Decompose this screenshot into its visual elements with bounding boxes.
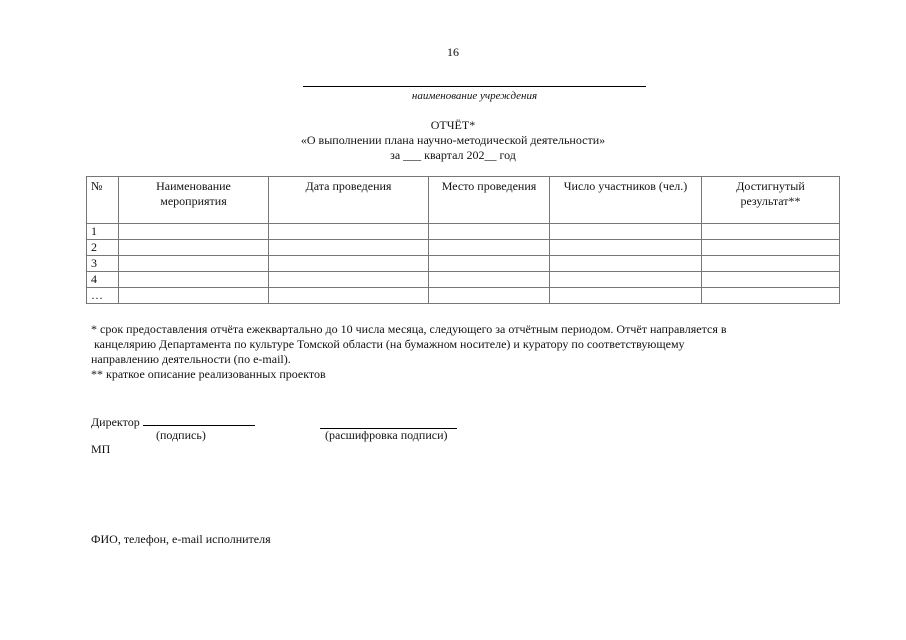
transcript-caption: (расшифровка подписи) <box>325 428 448 442</box>
title-line-3: за ___ квартал 202__ год <box>390 148 516 162</box>
table-cell <box>702 272 840 288</box>
footnote-line-4: ** краткое описание реализованных проектов <box>91 367 326 381</box>
table-row <box>87 288 840 304</box>
row-number: 2 <box>87 240 119 256</box>
row-number: 1 <box>87 224 119 240</box>
table-cell <box>702 240 840 256</box>
table-header-row <box>87 177 840 224</box>
stamp-label: МП <box>91 442 111 456</box>
director-label: Директор <box>91 415 140 429</box>
table-row <box>87 224 840 240</box>
table-cell <box>269 240 429 256</box>
table-row <box>87 272 840 288</box>
table-cell <box>702 256 840 272</box>
header-place: Место проведения <box>429 177 550 224</box>
title-line-2: «О выполнении плана научно-методической деятельности» <box>300 133 606 147</box>
table-cell <box>429 224 550 240</box>
table-row <box>87 240 840 256</box>
header-result: Достигнутый результат** <box>702 177 840 224</box>
table-cell <box>429 288 550 304</box>
organization-caption: наименование учреждения <box>411 90 538 102</box>
table-cell <box>269 224 429 240</box>
title-line-1: ОТЧЁТ* <box>430 118 476 132</box>
table-cell <box>550 256 702 272</box>
table-cell <box>269 256 429 272</box>
table-cell <box>119 256 269 272</box>
signature-caption: (подпись) <box>156 428 206 442</box>
table-cell <box>550 224 702 240</box>
header-event-name-text: Наименование мероприятия <box>156 179 231 208</box>
table-cell <box>702 224 840 240</box>
header-participants: Число участников (чел.) <box>550 177 702 224</box>
table-cell <box>119 288 269 304</box>
header-event-name <box>119 177 269 224</box>
table-cell <box>269 272 429 288</box>
table-cell <box>429 256 550 272</box>
signature-line <box>143 413 255 426</box>
row-number: 4 <box>87 272 119 288</box>
table-cell <box>429 272 550 288</box>
executor-info: ФИО, телефон, e-mail исполнителя <box>91 532 271 546</box>
header-date: Дата проведения <box>269 177 429 224</box>
table-cell <box>550 288 702 304</box>
footnote-line-2: канцелярию Департамента по культуре Томской области (на бумажном носителе) и куратору по соответствующему <box>94 337 685 351</box>
table-cell <box>119 224 269 240</box>
header-number: № <box>87 177 119 224</box>
organization-name-line <box>303 86 646 87</box>
report-table <box>86 176 840 304</box>
table-cell <box>119 240 269 256</box>
table-cell <box>119 272 269 288</box>
table-cell <box>269 288 429 304</box>
table-cell <box>429 240 550 256</box>
footnote-line-1: * срок предоставления отчёта ежеквартально до 10 числа месяца, следующего за отчётным периодом. Отчёт направляется в <box>91 322 727 336</box>
table-cell <box>702 288 840 304</box>
page-number: 16 <box>447 45 459 59</box>
footnotes <box>91 322 811 382</box>
report-title <box>0 118 906 163</box>
row-number: … <box>87 288 119 304</box>
table-cell <box>550 240 702 256</box>
table-cell <box>550 272 702 288</box>
footnote-line-3: направлению деятельности (по e-mail). <box>91 352 291 366</box>
row-number: 3 <box>87 256 119 272</box>
table-row <box>87 256 840 272</box>
